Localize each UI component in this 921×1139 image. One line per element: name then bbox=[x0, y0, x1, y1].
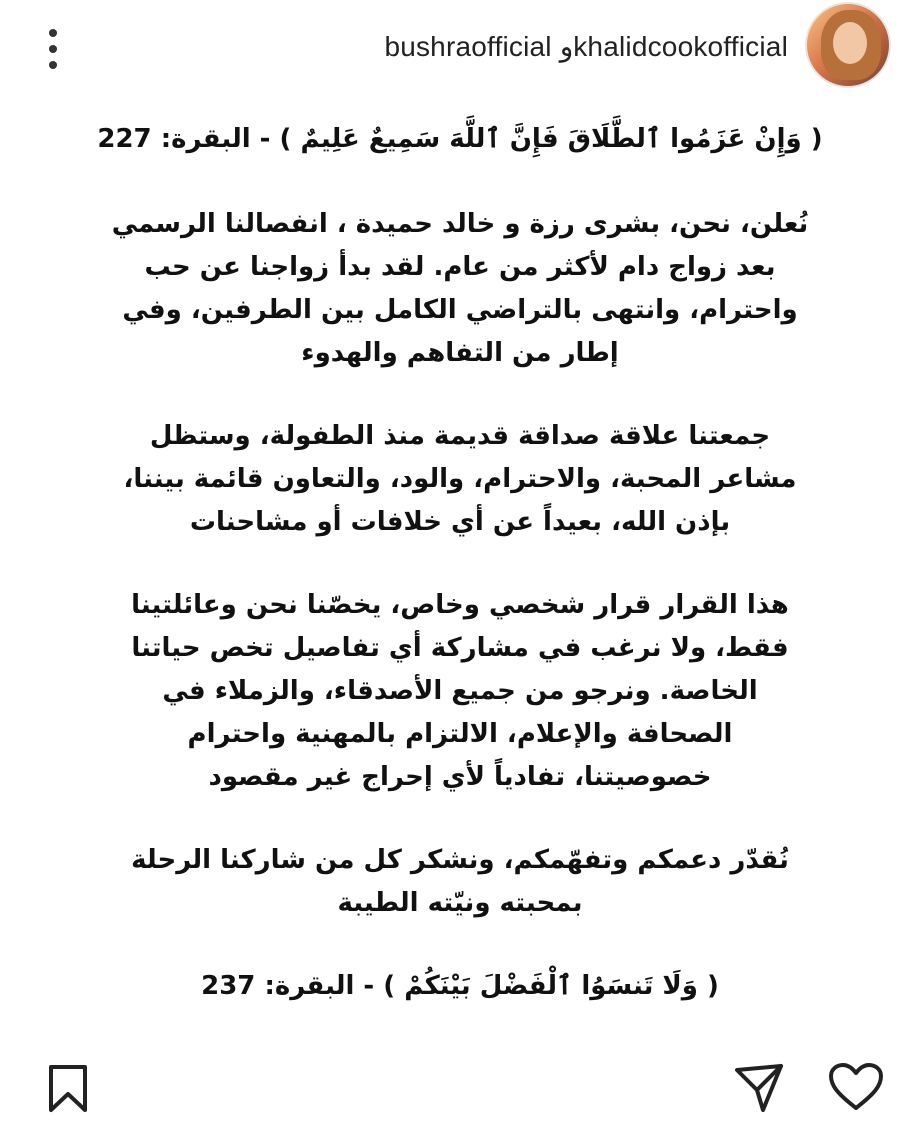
quran-quote-top: ( وَإِنْ عَزَمُوا ٱلطَّلَاقَ فَإِنَّ ٱللَّهَ سَمِيعٌ عَلِيمٌ ) - البقرة: 227 bbox=[97, 124, 823, 154]
paragraph-announcement: نُعلن، نحن، بشرى رزة و خالد حميدة ، انفصالنا الرسمي بعد زواج دام لأكثر من عام. لقد بدأ زواجنا عن حب واحترام، وانتهى بالتراضي الكامل بين الطرفين، وفي إطار من التفاهم والهدوء bbox=[111, 209, 809, 368]
paragraph-privacy: هذا القرار قرار شخصي وخاص، يخصّنا نحن وعائلتينا فقط، ولا نرغب في مشاركة أي تفاصيل تخص حياتنا الخاصة. ونرجو من جميع الأصدقاء، والزملاء في الصحافة والإعلام، الالتزام بالمهنية واحترام خصوصيتنا، تفادياً لأي إحراج غير مقصود bbox=[131, 590, 789, 792]
avatar-face bbox=[833, 22, 867, 64]
quran-quote-bottom: ( وَلَا تَنسَوُا ٱلْفَضْلَ بَيْنَكُمْ ) - البقرة: 237 bbox=[201, 971, 719, 1001]
send-icon[interactable] bbox=[733, 1062, 785, 1114]
action-bar bbox=[0, 1050, 921, 1130]
avatar[interactable] bbox=[805, 2, 891, 88]
more-vertical-icon[interactable] bbox=[40, 24, 66, 74]
bookmark-icon[interactable] bbox=[46, 1064, 90, 1114]
paragraph-friendship: جمعتنا علاقة صداقة قديمة منذ الطفولة، وستظل مشاعر المحبة، والاحترام، والود، والتعاون قائمة بيننا، بإذن الله، بعيداً عن أي خلافات أو مشاحنات bbox=[123, 421, 797, 537]
heart-icon[interactable] bbox=[828, 1062, 884, 1112]
username[interactable]: bushraofficial وkhalidcookofficial bbox=[384, 31, 788, 62]
post-header bbox=[0, 0, 921, 100]
post-text bbox=[80, 118, 840, 1048]
paragraph-thanks: نُقدّر دعمكم وتفهّمكم، ونشكر كل من شاركنا الرحلة بمحبته ونيّته الطيبة bbox=[131, 845, 789, 918]
